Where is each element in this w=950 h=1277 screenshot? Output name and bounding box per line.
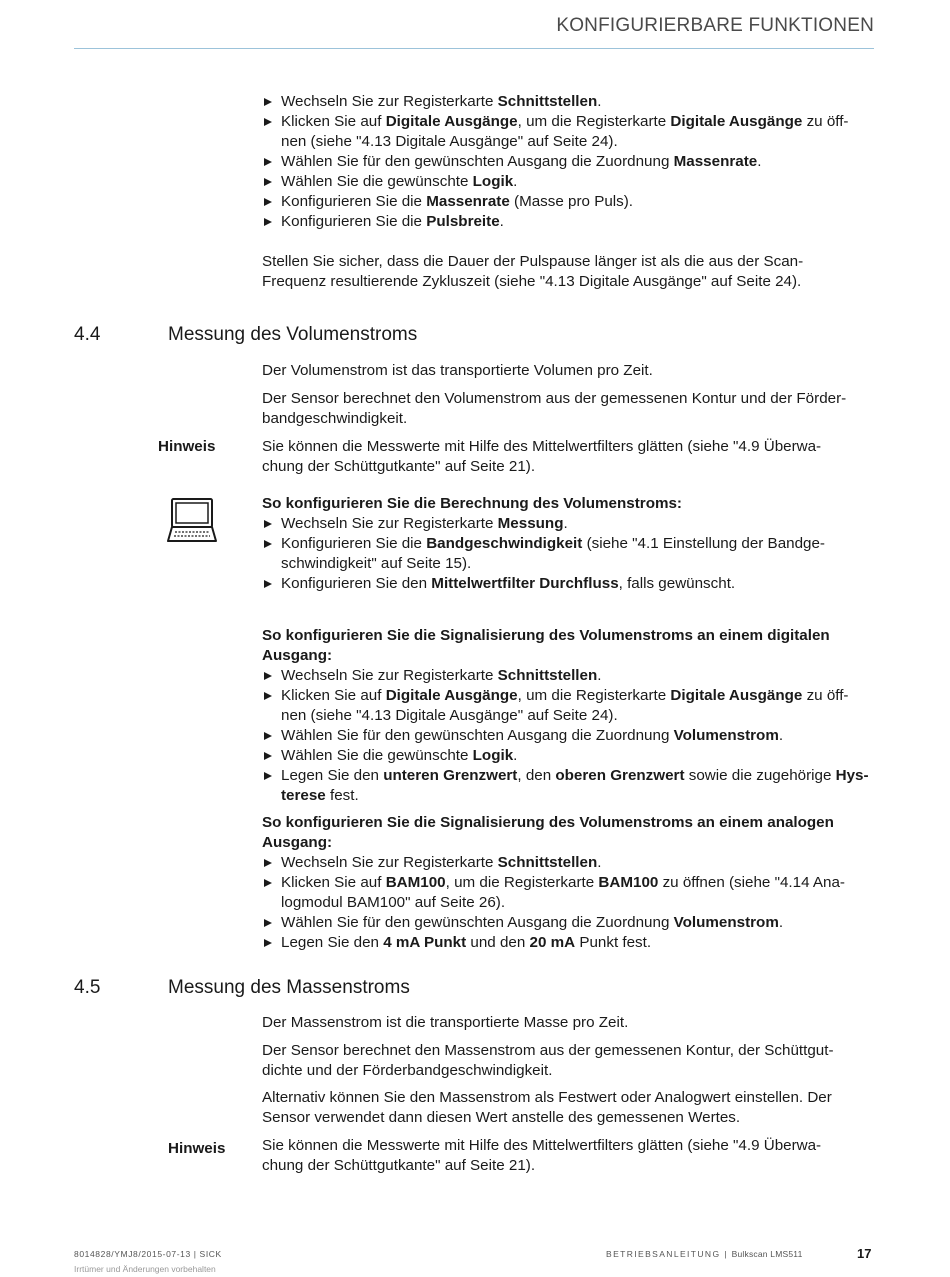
- note-label: Hinweis: [168, 1140, 226, 1157]
- footer-manual: [606, 1249, 803, 1259]
- list-item: Konfigurieren Sie den Mittelwertfilter Durchfluss, falls gewünscht.: [262, 574, 874, 594]
- sec45-para3: Alternativ können Sie den Massenstrom als Festwert oder Analogwert einstellen. Der Sensor verwendet dann diesen Wert anstelle des gemessenen Wertes.: [262, 1089, 832, 1126]
- list-item: Wählen Sie die gewünschte Logik.: [262, 172, 874, 192]
- intro-block: [262, 92, 874, 292]
- section-number: 4.4: [74, 324, 101, 345]
- calc-steps: [262, 514, 874, 594]
- analog-heading: So konfigurieren Sie die Signalisierung des Volumenstroms an einem analogen Ausgang:: [262, 814, 834, 851]
- footer-product: Bulkscan LMS511: [731, 1249, 803, 1259]
- list-item: Wechseln Sie zur Registerkarte Schnittstellen.: [262, 666, 874, 686]
- section-title: Messung des Volumenstroms: [168, 324, 418, 345]
- list-item: Wechseln Sie zur Registerkarte Schnittstellen.: [262, 853, 874, 873]
- footer-doc-id: 8014828/YMJ8/2015-07-13 | SICK: [74, 1249, 222, 1259]
- list-item: Klicken Sie auf BAM100, um die Registerkarte BAM100 zu öffnen (siehe "4.14 Ana- logmodul BAM100" auf Seite 26).: [262, 873, 874, 913]
- list-item: Legen Sie den unteren Grenzwert, den oberen Grenzwert sowie die zugehörige Hys- terese fest.: [262, 766, 874, 806]
- list-item: Wählen Sie die gewünschte Logik.: [262, 746, 874, 766]
- list-item: Wählen Sie für den gewünschten Ausgang die Zuordnung Volumenstrom.: [262, 913, 874, 933]
- list-item: Legen Sie den 4 mA Punkt und den 20 mA Punkt fest.: [262, 933, 874, 953]
- list-item: Konfigurieren Sie die Massenrate (Masse pro Puls).: [262, 192, 874, 212]
- digital-steps: [262, 666, 874, 806]
- list-item: Wechseln Sie zur Registerkarte Messung.: [262, 514, 874, 534]
- calc-heading: So konfigurieren Sie die Berechnung des Volumenstroms:: [262, 495, 682, 512]
- calc-block: [262, 494, 874, 594]
- digital-heading: So konfigurieren Sie die Signalisierung des Volumenstroms an einem digitalen Ausgang:: [262, 627, 830, 664]
- sec45-note-text: Sie können die Messwerte mit Hilfe des Mittelwertfilters glätten (siehe "4.9 Überwa- chung der Schüttgutkante" auf Seite 21).: [262, 1137, 822, 1174]
- list-item: Klicken Sie auf Digitale Ausgänge, um die Registerkarte Digitale Ausgänge zu öff- nen (siehe "4.13 Digitale Ausgänge" auf Seite 24).: [262, 112, 874, 152]
- sec44-para1: Der Volumenstrom ist das transportierte Volumen pro Zeit.: [262, 362, 653, 379]
- list-item: Wählen Sie für den gewünschten Ausgang die Zuordnung Volumenstrom.: [262, 726, 874, 746]
- section-title: Messung des Massenstroms: [168, 977, 410, 998]
- list-item: Konfigurieren Sie die Bandgeschwindigkeit (siehe "4.1 Einstellung der Bandge- schwindigkeit" auf Seite 15).: [262, 534, 874, 574]
- laptop-icon: [167, 497, 217, 545]
- intro-steps: [262, 92, 874, 232]
- note-label: Hinweis: [158, 438, 216, 455]
- chapter-title: KONFIGURIERBARE FUNKTIONEN: [556, 15, 874, 36]
- header-rule: [74, 48, 874, 49]
- sec45-para2: Der Sensor berechnet den Massenstrom aus der gemessenen Kontur, der Schüttgut- dichte und der Förderbandgeschwindigkeit.: [262, 1042, 834, 1079]
- list-item: Konfigurieren Sie die Pulsbreite.: [262, 212, 874, 232]
- analog-steps: [262, 853, 874, 953]
- footer-disclaimer: Irrtümer und Änderungen vorbehalten: [74, 1264, 216, 1274]
- list-item: Wechseln Sie zur Registerkarte Schnittstellen.: [262, 92, 874, 112]
- page-number: 17: [857, 1246, 872, 1261]
- intro-note: Stellen Sie sicher, dass die Dauer der Pulspause länger ist als die aus der Scan- Frequenz resultierende Zykluszeit (siehe "4.13 Digitale Ausgänge" auf Seite 24).: [262, 253, 804, 290]
- sec45-para1: Der Massenstrom ist die transportierte Masse pro Zeit.: [262, 1014, 629, 1031]
- analog-block: [262, 813, 874, 953]
- sec44-para2: Der Sensor berechnet den Volumenstrom aus der gemessenen Kontur und der Förder- bandgeschwindigkeit.: [262, 390, 847, 427]
- sec44-note-text: Sie können die Messwerte mit Hilfe des Mittelwertfilters glätten (siehe "4.9 Überwa- chung der Schüttgutkante" auf Seite 21).: [262, 438, 822, 475]
- section-number: 4.5: [74, 977, 101, 998]
- list-item: Klicken Sie auf Digitale Ausgänge, um die Registerkarte Digitale Ausgänge zu öff- nen (siehe "4.13 Digitale Ausgänge" auf Seite 24).: [262, 686, 874, 726]
- digital-block: [262, 626, 874, 806]
- footer-manual-label: BETRIEBSANLEITUNG |: [606, 1249, 728, 1259]
- list-item: Wählen Sie für den gewünschten Ausgang die Zuordnung Massenrate.: [262, 152, 874, 172]
